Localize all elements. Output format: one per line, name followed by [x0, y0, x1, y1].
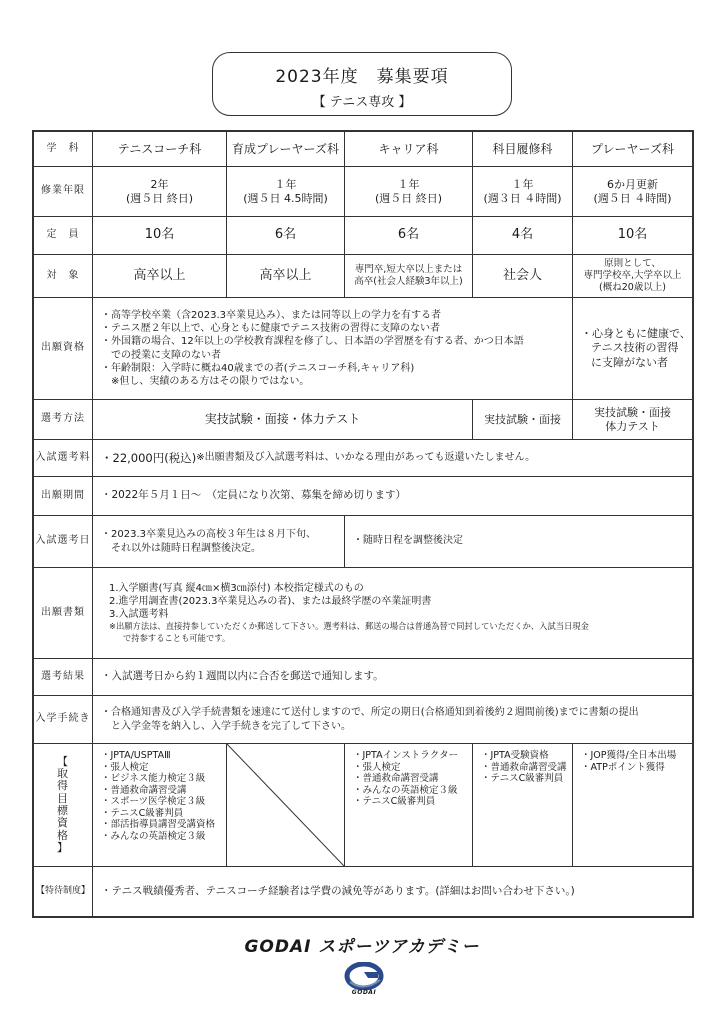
label-target: 対 象: [34, 255, 93, 297]
target-players: 原則として、 専門学校卒,大学卒以上 (概ね20歳以上): [583, 258, 682, 293]
label-special: 【特待制度】: [34, 867, 93, 916]
selection-rishu: 実技試験・面接: [473, 400, 573, 439]
row-period: [34, 477, 692, 516]
duration-coach: 2年 (週５日 終日): [93, 167, 227, 216]
certs-players: [573, 744, 692, 866]
capacity-players: 10名: [617, 227, 648, 243]
cert-item: ・JPTA受験資格: [481, 750, 549, 761]
vertical-label-char: 資: [57, 816, 69, 830]
brand-name: GODAI スポーツアカデミー: [244, 937, 480, 957]
cert-item: ・普通救命講習受講: [481, 761, 567, 773]
vertical-label-char: 】: [57, 840, 69, 854]
cert-item: ・ビジネス能力検定３級: [101, 773, 206, 785]
certs-coach: [93, 744, 227, 866]
row-fee: [34, 440, 692, 477]
vertical-label-char: 【: [57, 754, 69, 768]
recruitment-table: [32, 130, 694, 918]
target-career: 専門卒,短大卒以上または 高卒(社会人経験3年以上): [345, 255, 473, 297]
certs-ikusei-empty: [227, 744, 345, 866]
dept-rishu: 科目履修科: [473, 132, 573, 166]
certs-rishu: [473, 744, 573, 866]
cert-item: ・テニスC級審判員: [481, 773, 564, 785]
label-enrollment: 入学手続き: [34, 696, 93, 743]
cert-item: ・張人検定: [101, 761, 149, 773]
capacity-career: 6名: [345, 217, 473, 254]
row-enrollment: [34, 696, 692, 744]
fee-cell: [93, 440, 692, 476]
vertical-label-char: 得: [57, 779, 69, 793]
label-results: 選考結果: [34, 659, 93, 695]
selection-main: 実技試験・面接・体力テスト: [93, 400, 473, 439]
duration-players: 6か月更新 (週５日 ４時間): [593, 177, 672, 205]
qualification-players: ・心身ともに健康で、 テニス技術の習得 に支障がない者: [581, 327, 691, 369]
diagonal-line: [227, 744, 345, 866]
cert-item: ・部活指導員講習受講資格: [101, 819, 216, 831]
fee-note: ※出願書類及び入試選考料は、いかなる理由があっても返還いたしません。: [196, 451, 536, 463]
certifications-vertical-label: [57, 756, 69, 855]
capacity-ikusei: 6名: [227, 217, 345, 254]
row-qualification: [34, 298, 692, 400]
row-duration: [34, 167, 692, 217]
target-rishu: 社会人: [473, 255, 573, 297]
cert-item: ・テニスC級審判員: [101, 807, 184, 819]
capacity-coach: 10名: [93, 217, 227, 254]
cert-item: ・スポーツ医学検定３級: [101, 796, 206, 808]
logo-wordmark: GODAI: [351, 989, 377, 996]
cert-item: ・みんなの英語検定３級: [353, 784, 458, 796]
cert-item: ・みんなの英語検定３級: [101, 831, 206, 843]
label-capacity: 定 員: [34, 217, 93, 254]
row-documents: [34, 568, 692, 659]
enrollment-text: ・合格通知書及び入学手続書類を速達にて送付しますので、所定の期日(合格通知到着後約２週間前後)までに書類の提出 と入学金等を納入し、入学手続きを完了して下さい。: [101, 707, 639, 732]
cert-item: ・JPTA/USPTAⅢ: [101, 750, 171, 761]
cert-item: ・普通救命講習受講: [353, 773, 439, 785]
target-coach: 高卒以上: [93, 255, 227, 297]
page-subtitle: 【 テニス専攻 】: [312, 95, 412, 110]
documents-list: 1.入学願書(写真 縦4㎝×横3㎝添付) 本校指定様式のもの 2.進学用調査書(2023.3卒業見込みの者)、または最終学歴の卒業証明書 3.入試選考料 ※出願方法は、直接持参していただくか郵送して下さい。選考料は、郵送の場合は普通為替で同封していただくか、入試当日現金 で持参することも可能です。: [109, 583, 589, 643]
label-period: 出願期間: [34, 477, 93, 515]
qualification-main: ・高等学校卒業（含2023.3卒業見込み）、または同等以上の学力を有する者 ・テニス歴２年以上で、心身ともに健康でテニス技術の習得に支障のない者 ・外国籍の場合、12年以上の学校教育課程を修了し、日本語の学習歴を有する者、かつ日本語 での授業に支障のない者 ・年齢制限：入学時に概ね40歳までの者(テニスコーチ科,キャリア科) ※但し、実績のある方はその限りではない。: [93, 298, 573, 399]
results-text: ・入試選考日から約１週間以内に合否を郵送で通知します。: [101, 670, 384, 683]
row-certifications: [34, 744, 692, 867]
label-selection: 選考方法: [34, 400, 93, 439]
exam-right: ・随時日程を調整後決定: [353, 535, 463, 547]
label-exam-date: 入試選考日: [34, 516, 93, 567]
row-selection: [34, 400, 692, 440]
row-capacity: [34, 217, 692, 255]
vertical-label-char: 取: [57, 767, 69, 781]
selection-players: 実技試験・面接 体力テスト: [594, 405, 671, 433]
vertical-label-char: 格: [57, 828, 69, 842]
cert-item: ・JPTAインストラクター: [353, 750, 459, 761]
dept-career: キャリア科: [345, 132, 473, 166]
vertical-label-char: 標: [57, 804, 69, 817]
cert-item: ・JOP獲得/全日本出場: [581, 750, 677, 761]
label-documents: 出願書類: [34, 568, 93, 658]
label-fee: 入試選考料: [34, 440, 93, 476]
duration-rishu: １年 (週３日 ４時間): [473, 167, 573, 216]
cert-item: ・張人検定: [353, 761, 401, 773]
cert-item: ・普通救命講習受講: [101, 784, 187, 796]
row-department: [34, 132, 692, 167]
label-department: 学 科: [34, 132, 93, 166]
duration-ikusei: １年 (週５日 4.5時間): [227, 167, 345, 216]
fee-amount: ・22,000円(税込): [101, 450, 197, 465]
label-duration: 修業年限: [34, 167, 93, 216]
row-target: [34, 255, 692, 298]
row-exam-date: [34, 516, 692, 568]
dept-coach: テニスコーチ科: [93, 132, 227, 166]
vertical-label-char: 目: [57, 791, 69, 805]
dept-ikusei: 育成プレーヤーズ科: [227, 132, 345, 166]
label-qualification: 出願資格: [34, 298, 93, 399]
title-box: [212, 52, 512, 116]
certs-career: [345, 744, 473, 866]
dept-players: プレーヤーズ科: [591, 141, 674, 156]
label-certifications: [34, 744, 93, 866]
cert-item: ・ATPポイント獲得: [581, 761, 665, 773]
row-results: [34, 659, 692, 696]
cert-item: ・テニスC級審判員: [353, 796, 436, 808]
row-special: [34, 867, 692, 916]
capacity-rishu: 4名: [473, 217, 573, 254]
godai-logo-icon: [344, 962, 384, 990]
exam-left: ・2023.3卒業見込みの高校３年生は８月下旬、 それ以外は随時日程調整後決定。: [93, 516, 345, 567]
period-text: ・2022年５月１日～ （定員になり次第、募集を締め切ります）: [101, 489, 406, 502]
target-ikusei: 高卒以上: [227, 255, 345, 297]
page-title: 2023年度 募集要項: [275, 67, 449, 87]
duration-career: １年 (週５日 終日): [345, 167, 473, 216]
special-text: ・テニス戦績優秀者、テニスコーチ経験者は学費の減免等があります。(詳細はお問い合わせ下さい。): [101, 884, 575, 897]
